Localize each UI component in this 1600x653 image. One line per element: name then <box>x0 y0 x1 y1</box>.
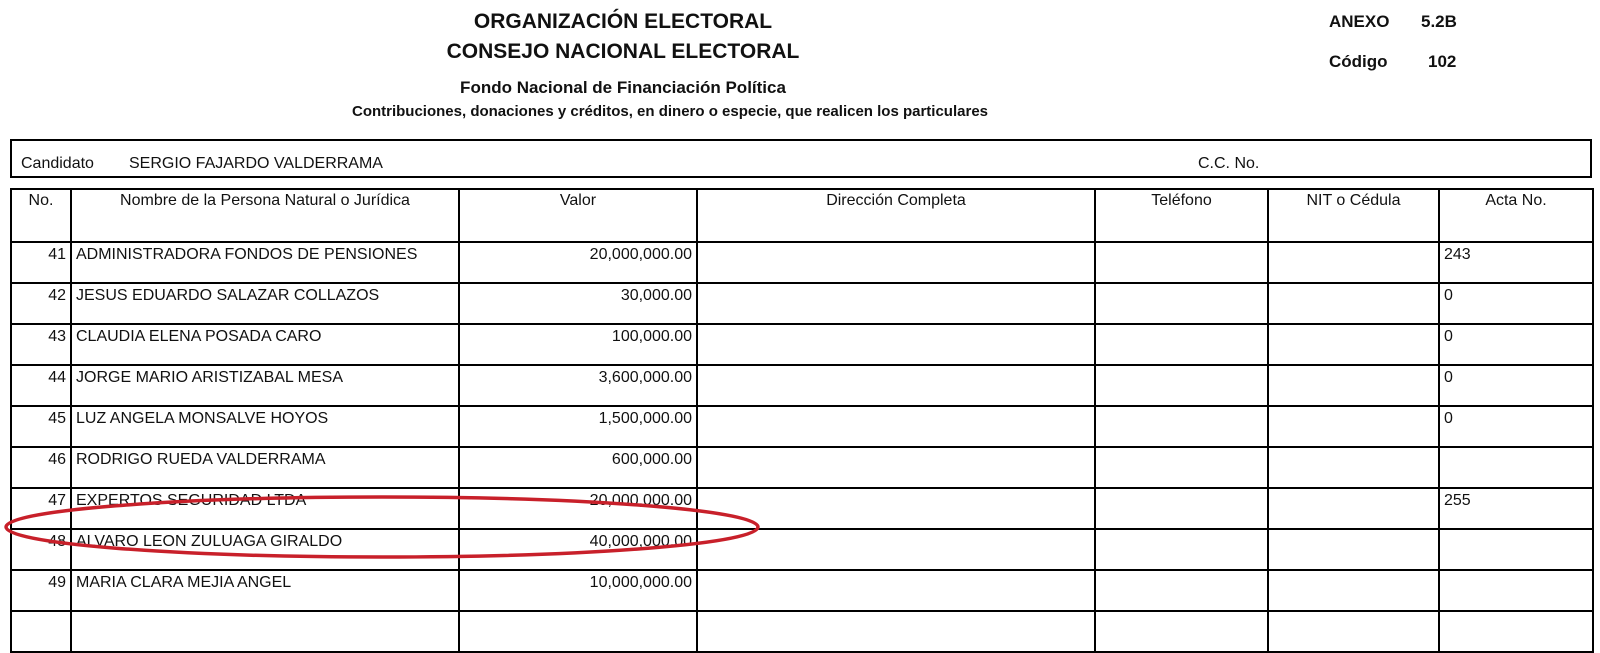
cell-direccion <box>697 529 1095 570</box>
cell-no: 47 <box>11 488 71 529</box>
cell-valor: 20,000,000.00 <box>459 488 697 529</box>
cell-valor: 600,000.00 <box>459 447 697 488</box>
cell-nit <box>1268 570 1439 611</box>
cell-name: JESUS EDUARDO SALAZAR COLLAZOS <box>71 283 459 324</box>
cell-no: 45 <box>11 406 71 447</box>
cell-nit <box>1268 324 1439 365</box>
cell-no <box>11 611 71 652</box>
table-row <box>11 242 1593 283</box>
cell-telefono <box>1095 242 1268 283</box>
cell-valor: 1,500,000.00 <box>459 406 697 447</box>
cell-direccion <box>697 324 1095 365</box>
column-header-direccion: Dirección Completa <box>697 189 1095 242</box>
table-row <box>11 447 1593 488</box>
cell-acta: 255 <box>1439 488 1593 529</box>
cell-nit <box>1268 488 1439 529</box>
cell-name <box>71 611 459 652</box>
cell-valor: 3,600,000.00 <box>459 365 697 406</box>
cell-name: CLAUDIA ELENA POSADA CARO <box>71 324 459 365</box>
annex-value: 5.2B <box>1421 12 1457 31</box>
cell-acta: 243 <box>1439 242 1593 283</box>
cell-acta: 0 <box>1439 365 1593 406</box>
cell-nit <box>1268 611 1439 652</box>
table-row <box>11 529 1593 570</box>
cell-nit <box>1268 283 1439 324</box>
cell-no: 42 <box>11 283 71 324</box>
table-row <box>11 488 1593 529</box>
cell-no: 49 <box>11 570 71 611</box>
cell-telefono <box>1095 324 1268 365</box>
cell-direccion <box>697 365 1095 406</box>
cell-no: 41 <box>11 242 71 283</box>
council-title: CONSEJO NACIONAL ELECTORAL <box>446 40 800 63</box>
table-row <box>11 611 1593 652</box>
cell-valor: 10,000,000.00 <box>459 570 697 611</box>
cell-name: MARIA CLARA MEJIA ANGEL <box>71 570 459 611</box>
fund-title: Fondo Nacional de Financiación Política <box>460 78 786 97</box>
cell-nit <box>1268 242 1439 283</box>
cell-direccion <box>697 283 1095 324</box>
cell-telefono <box>1095 488 1268 529</box>
column-header-acta: Acta No. <box>1439 189 1593 242</box>
cell-direccion <box>697 611 1095 652</box>
cell-no: 44 <box>11 365 71 406</box>
cell-direccion <box>697 447 1095 488</box>
table-row <box>11 570 1593 611</box>
cell-acta <box>1439 570 1593 611</box>
cell-direccion <box>697 406 1095 447</box>
column-header-nit: NIT o Cédula <box>1268 189 1439 242</box>
cell-name: LUZ ANGELA MONSALVE HOYOS <box>71 406 459 447</box>
cell-name: RODRIGO RUEDA VALDERRAMA <box>71 447 459 488</box>
cc-label: C.C. No. <box>1198 155 1260 172</box>
cell-direccion <box>697 242 1095 283</box>
form-subtitle: Contribuciones, donaciones y créditos, en dinero o especie, que realicen los particulares <box>351 103 989 120</box>
table-header-row <box>11 189 1593 242</box>
cell-nit <box>1268 365 1439 406</box>
cell-direccion <box>697 570 1095 611</box>
cell-telefono <box>1095 570 1268 611</box>
table-row <box>11 406 1593 447</box>
cell-valor: 100,000.00 <box>459 324 697 365</box>
cell-valor: 30,000.00 <box>459 283 697 324</box>
cell-acta <box>1439 447 1593 488</box>
annex-label: ANEXO <box>1329 12 1390 31</box>
cell-telefono <box>1095 611 1268 652</box>
column-header-name: Nombre de la Persona Natural o Jurídica <box>71 189 459 242</box>
cell-telefono <box>1095 365 1268 406</box>
table-row <box>11 365 1593 406</box>
candidate-box <box>10 139 1592 178</box>
candidate-label: Candidato <box>21 155 94 172</box>
cell-nit <box>1268 447 1439 488</box>
cell-name: JORGE MARIO ARISTIZABAL MESA <box>71 365 459 406</box>
column-header-valor: Valor <box>459 189 697 242</box>
organization-title: ORGANIZACIÓN ELECTORAL <box>473 10 773 33</box>
cell-telefono <box>1095 447 1268 488</box>
cell-acta <box>1439 529 1593 570</box>
cell-valor: 40,000,000.00 <box>459 529 697 570</box>
table-row <box>11 283 1593 324</box>
column-header-no: No. <box>11 189 71 242</box>
candidate-name: SERGIO FAJARDO VALDERRAMA <box>129 155 383 172</box>
cell-acta: 0 <box>1439 406 1593 447</box>
cell-valor: 20,000,000.00 <box>459 242 697 283</box>
cell-acta <box>1439 611 1593 652</box>
cell-telefono <box>1095 529 1268 570</box>
code-label: Código <box>1329 52 1388 71</box>
cell-direccion <box>697 488 1095 529</box>
cell-name: EXPERTOS SEGURIDAD LTDA <box>71 488 459 529</box>
document-header <box>0 0 1600 130</box>
cell-no: 43 <box>11 324 71 365</box>
cell-acta: 0 <box>1439 324 1593 365</box>
cell-valor <box>459 611 697 652</box>
cell-telefono <box>1095 283 1268 324</box>
cell-name: ALVARO LEON ZULUAGA GIRALDO <box>71 529 459 570</box>
cell-name: ADMINISTRADORA FONDOS DE PENSIONES <box>71 242 459 283</box>
cell-no: 48 <box>11 529 71 570</box>
column-header-telefono: Teléfono <box>1095 189 1268 242</box>
cell-no: 46 <box>11 447 71 488</box>
contributions-table <box>10 188 1594 653</box>
code-value: 102 <box>1428 52 1457 71</box>
cell-nit <box>1268 406 1439 447</box>
table-row <box>11 324 1593 365</box>
cell-acta: 0 <box>1439 283 1593 324</box>
cell-nit <box>1268 529 1439 570</box>
cell-telefono <box>1095 406 1268 447</box>
